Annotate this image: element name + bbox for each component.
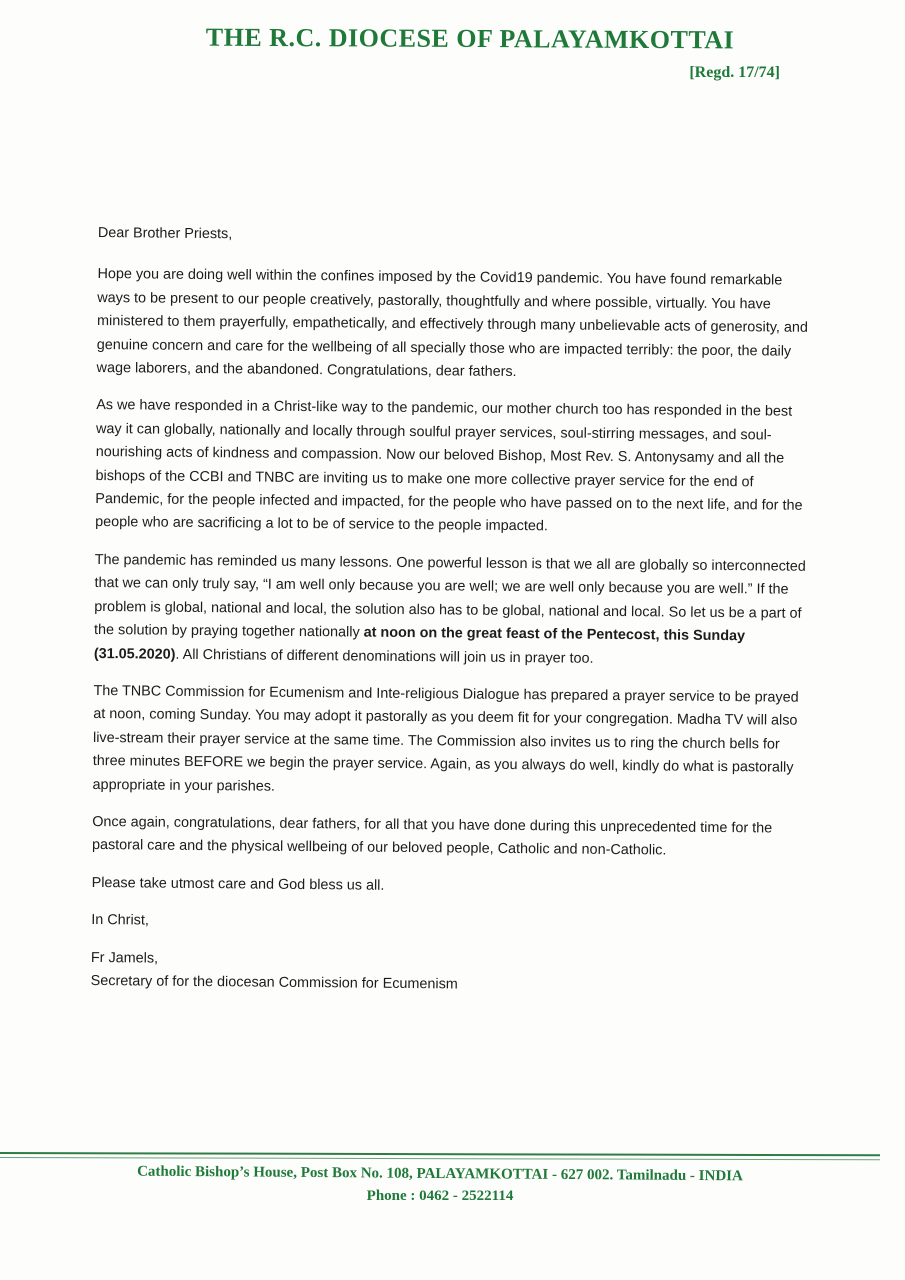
letter-greeting: Dear Brother Priests, bbox=[97, 224, 233, 243]
registration-number: [Regd. 17/74] bbox=[689, 64, 780, 81]
footer-divider-thin bbox=[0, 1157, 880, 1160]
letter-paragraph-3 bbox=[94, 549, 807, 673]
letter-body bbox=[90, 222, 810, 1014]
signatory-name: Fr Jamels, bbox=[90, 949, 159, 967]
letter-closing: In Christ, bbox=[91, 912, 149, 929]
footer-address: Catholic Bishop’s House, Post Box No. 108, PALAYAMKOTTAI - 627 002. Tamilnadu - INDIA bbox=[137, 1163, 743, 1185]
letter-paragraph-2: As we have responded in a Christ-like way to the pandemic, our mother church too has responded in the best way it can globally, nationally and locally through soulful prayer services, soul-stirring messages, and soul-nourishing acts of kindness and compassion. Now our beloved Bishop, Most Rev. S. Antonysamy and all the bishops of the CCBI and TNBC are inviting us to make one more collective prayer service for the end of Pandemic, for the people infected and impacted, for the people who have passed on to the next life, and for the people who are sacrificing a lot to be of service to the people impacted. bbox=[95, 397, 803, 535]
letter-paragraph-1: Hope you are doing well within the confines imposed by the Covid19 pandemic. You have found remarkable ways to be present to our people creatively, pastorally, thoughtfully and where possible, virtually. You have ministered to them prayerfully, empathetically, and effectively through many unbelievable acts of generosity, and genuine concern and care for the wellbeing of all specially those who are impacted terribly: the poor, the daily wage laborers, and the abandoned. Congratulations, dear fathers. bbox=[96, 266, 808, 381]
footer-phone: Phone : 0462 - 2522114 bbox=[366, 1188, 514, 1204]
letter-paragraph-5: Once again, congratulations, dear fathers, for all that you have done during this unprecedented time for the pastoral care and the physical wellbeing of our beloved people, Catholic and non-Catholic. bbox=[91, 813, 773, 859]
footer-divider bbox=[0, 1152, 880, 1156]
letter-paragraph-6: Please take utmost care and God bless us all. bbox=[91, 874, 385, 894]
letterhead-title: THE R.C. DIOCESE OF PALAYAMKOTTAI bbox=[205, 22, 735, 55]
signatory-title: Secretary of for the diocesan Commission for Ecumenism bbox=[90, 972, 458, 993]
letter-paragraph-4: The TNBC Commission for Ecumenism and Inte-religious Dialogue has prepared a prayer service to be prayed at noon, coming Sunday. You may adopt it pastorally as you deem fit for your congregation. Madha TV will also live-stream their prayer service at the same time. The Commission also invites us to ring the church bells for three minutes BEFORE we begin the prayer service. Again, as you always do well, kindly do what is pastorally appropriate in your parishes. bbox=[92, 682, 799, 795]
signatory bbox=[91, 947, 803, 1001]
signature-block bbox=[91, 909, 804, 1000]
prayer-time-emphasis: at noon on the great feast of the Pentecost, this Sunday (31.05.2020) bbox=[93, 624, 746, 663]
paragraph-3-text-start: The pandemic has reminded us many lessons. One powerful lesson is that we all are globally so interconnected that we can only truly say, “I am well only because you are well; we are well only because you are well.” If the problem is global, national and local, the solution also has to be global, national and local. So let us be a part of the solution by praying together nationally bbox=[94, 551, 806, 641]
paragraph-3-text-end: . All Christians of different denominations will join us in prayer too. bbox=[175, 646, 594, 667]
